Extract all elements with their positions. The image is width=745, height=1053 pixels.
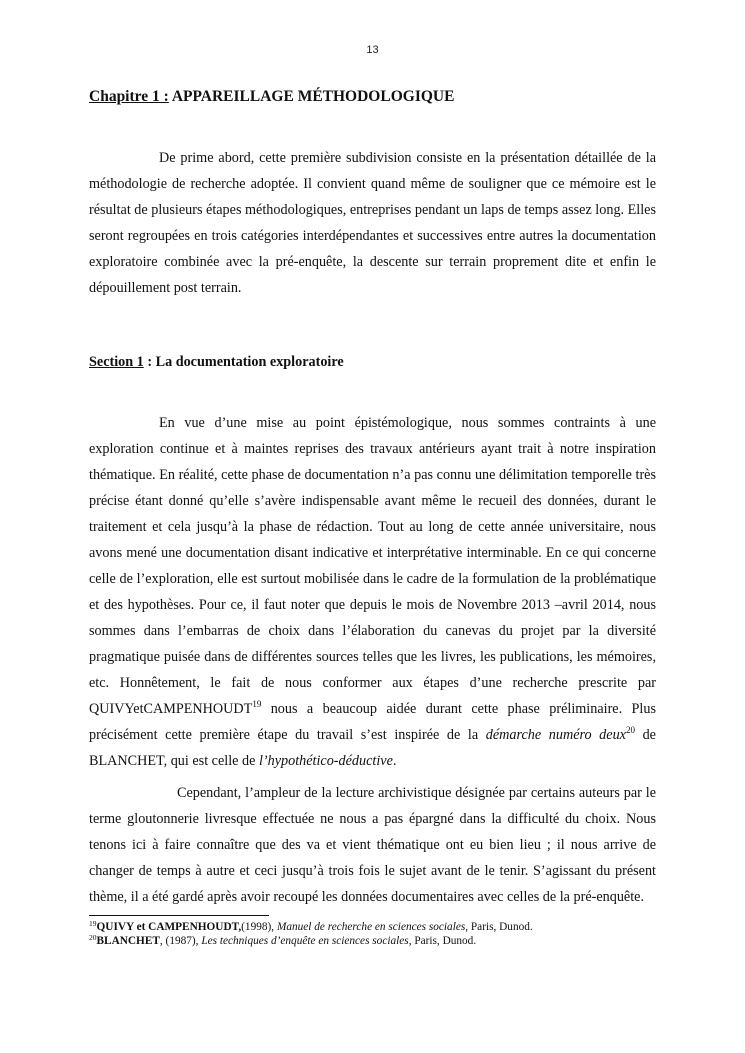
section-heading bbox=[89, 351, 656, 373]
intro-paragraph: De prime abord, cette première subdivision consiste en la présentation détaillée de la méthodologie de recherche adoptée. Il convient quand même de souligner que ce mémoire est le résultat de plusieurs étapes méthodologiques, entreprises pendant un laps de temps assez long. Elles seront regroupées en trois catégories interdépendantes et successives entre autres la documentation exploratoire combinée avec la pré-enquête, la descente sur terrain proprement dite et enfin le dépouillement post terrain. bbox=[89, 150, 656, 296]
footnotes bbox=[89, 920, 656, 948]
chapter-title: APPAREILLAGE MÉTHODOLOGIQUE bbox=[168, 88, 455, 105]
footnote-20 bbox=[89, 934, 656, 948]
footnote-title: Les techniques d’enquête en sciences sociales bbox=[201, 935, 409, 947]
footnote-ref-19: 19 bbox=[252, 699, 262, 709]
footnote-title: Manuel de recherche en sciences sociales bbox=[276, 921, 466, 933]
paragraph-text: En vue d’une mise au point épistémologique, nous sommes contraints à une exploration continue et à maintes reprises des travaux antérieurs ayant trait à notre inspiration thématique. En réalité, cette phase de documentation n’a pas connu une délimitation temporelle très précise étant donné qu’elle s’avère indispensable avant même le recueil des données, durant le traitement et cela jusqu’à la phase de rédaction. Tout au long de cette année universitaire, nous avons mené une documentation disant indicative et interprétative interminable. En ce qui concerne celle de l’exploration, elle est surtout mobilisée dans le cadre de la formulation de la problématique et des hypothèses. Pour ce, il faut noter que depuis le mois de Novembre 2013 –avril 2014, nous sommes dans l’embarras de choix dans l’élaboration du canevas du projet par la diversité pragmatique puisée dans de différentes sources telles que les livres, les publications, les mémoires, etc. Honnêtement, le fait de nous conformer aux étapes d’une recherche prescrite par QUIVYetCAMPENHOUDT bbox=[89, 415, 656, 717]
footnote-author: QUIVY et CAMPENHOUDT, bbox=[96, 921, 242, 933]
footnote-author: BLANCHET bbox=[96, 935, 160, 947]
chapter-heading bbox=[89, 86, 656, 108]
paragraph-text: . bbox=[392, 753, 397, 769]
paragraph-text: nous a beaucoup aidée durant cette phase préliminaire. Plus précisément cette première étape du travail s’est inspirée de la bbox=[89, 701, 656, 743]
choice-paragraph: Cependant, l’ampleur de la lecture archivistique désignée par certains auteurs par le terme gloutonnerie livresque effectuée ne nous a pas épargné dans la difficulté du choix. Nous tenons ici à faire connaître que des va et vient thématique ont eu bien lieu ; il nous arrive de changer de temps à autre et ceci jusqu’à trois fois le sujet avant de le tenir. S’agissant du présent thème, il a été gardé après avoir recoupé les données documentaires avec celles de la pré-enquête. bbox=[89, 785, 656, 905]
section-title: : La documentation exploratoire bbox=[143, 354, 344, 370]
chapter-label: Chapitre 1 : bbox=[89, 88, 169, 105]
page-number: 13 bbox=[366, 44, 379, 56]
section-label: Section 1 bbox=[89, 354, 144, 370]
footnote-publisher: , Paris, Dunod. bbox=[465, 921, 533, 933]
italic-term: démarche numéro deux bbox=[485, 727, 626, 743]
footnote-year: (1998), bbox=[241, 921, 277, 933]
italic-term: l’hypothético-déductive bbox=[258, 753, 393, 769]
footnote-publisher: , Paris, Dunod. bbox=[408, 935, 477, 947]
paragraph-text: de BLANCHET, qui est celle de bbox=[89, 727, 656, 769]
footnote-divider bbox=[89, 915, 269, 916]
footnote-19 bbox=[89, 920, 656, 934]
footnote-number: 20 bbox=[89, 933, 97, 942]
footnote-year: , (1987), bbox=[159, 935, 202, 947]
footnote-ref-20: 20 bbox=[625, 725, 635, 735]
page-content bbox=[89, 86, 656, 948]
documentation-paragraph bbox=[89, 410, 656, 774]
footnote-number: 19 bbox=[89, 919, 97, 928]
